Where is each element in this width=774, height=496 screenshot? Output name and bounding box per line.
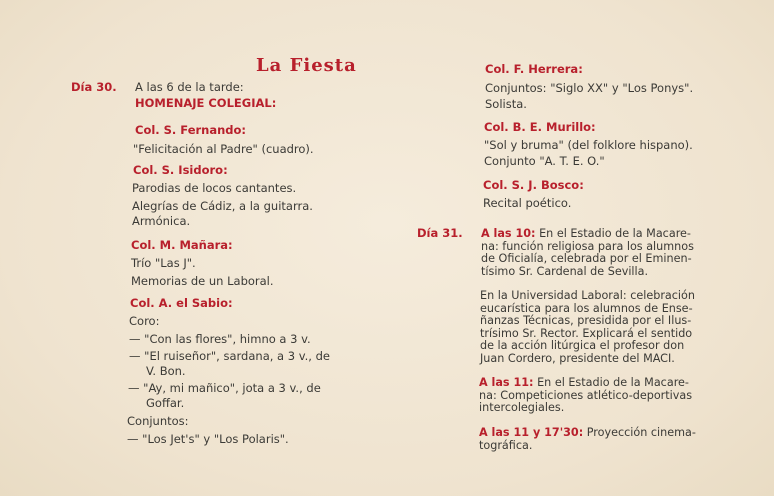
a-sabio-item1: — "Con las flores", himno a 3 v. xyxy=(129,332,311,346)
p1-line1: En el Estadio de la Macare- xyxy=(535,227,691,240)
p2-line3: ñanzas Técnicas, presidida por el Ilus- xyxy=(480,314,692,327)
p3-line3: intercolegiales. xyxy=(479,401,565,414)
bosco-line1: Recital poético. xyxy=(483,196,572,210)
day30-time: A las 6 de la tarde: xyxy=(135,80,244,94)
p3-time: A las 11: xyxy=(479,376,534,389)
s-isidoro-line3: Armónica. xyxy=(132,214,191,228)
s-isidoro-line1: Parodias de locos cantantes. xyxy=(132,181,297,195)
p3-line1: En el Estadio de la Macare- xyxy=(533,376,689,389)
p1-line4: tísimo Sr. Cardenal de Sevilla. xyxy=(481,264,649,278)
section-herrera: Col. F. Herrera: xyxy=(485,62,583,76)
a-sabio-item4: — "Los Jet's" y "Los Polaris". xyxy=(127,432,289,446)
murillo-line1: "Sol y bruma" (del folklore hispano). xyxy=(484,138,693,152)
a-sabio-item3b: Goffar. xyxy=(146,396,185,410)
p4-time: A las 11 y 17'30: xyxy=(479,426,584,439)
p1-line2: na: función religiosa para los alumnos xyxy=(481,239,694,253)
section-s-fernando: Col. S. Fernando: xyxy=(135,123,247,137)
p2-line1: En la Universidad Laboral: celebración xyxy=(480,289,695,302)
section-bosco: Col. S. J. Bosco: xyxy=(483,178,584,192)
day30-heading: HOMENAJE COLEGIAL: xyxy=(135,96,277,110)
a-sabio-coro: Coro: xyxy=(129,314,160,328)
section-murillo: Col. B. E. Murillo: xyxy=(484,120,596,134)
day31-paragraph-3 xyxy=(479,377,729,415)
p4-line1: Proyección cinema- xyxy=(583,426,696,439)
section-s-isidoro: Col. S. Isidoro: xyxy=(133,163,228,177)
p1-time: A las 10: xyxy=(481,227,536,240)
murillo-line2: Conjunto "A. T. E. O." xyxy=(484,154,605,168)
p2-line6: Juan Cordero, presidente del MACI. xyxy=(480,351,675,365)
p2-line4: trísimo Sr. Rector. Explicará el sentido xyxy=(480,326,693,340)
a-sabio-item2b: V. Bon. xyxy=(146,364,186,378)
p1-line3: de Oficialía, celebrada por el Eminen- xyxy=(481,252,692,265)
herrera-line1: Conjuntos: "Siglo XX" y "Los Ponys". xyxy=(485,81,694,95)
herrera-line2: Solista. xyxy=(485,97,527,111)
m-manara-line2: Memorias de un Laboral. xyxy=(131,274,274,288)
p2-line2: eucarística para los alumnos de Ense- xyxy=(480,301,693,315)
a-sabio-conjuntos: Conjuntos: xyxy=(127,414,189,428)
day31-label: Día 31. xyxy=(417,226,463,240)
page-title: La Fiesta xyxy=(256,55,357,76)
day31-paragraph-4 xyxy=(479,427,729,452)
p2-line5: de la acción litúrgica el profesor don xyxy=(480,339,685,352)
s-fernando-line: "Felicitación al Padre" (cuadro). xyxy=(133,142,314,156)
p4-line2: tográfica. xyxy=(479,438,533,452)
m-manara-line1: Trío "Las J". xyxy=(131,256,196,270)
day31-paragraph-1 xyxy=(481,228,731,278)
p3-line2: na: Competiciones atlético-deportivas xyxy=(479,388,693,402)
section-a-sabio: Col. A. el Sabio: xyxy=(130,296,233,310)
a-sabio-item2a: — "El ruiseñor", sardana, a 3 v., de xyxy=(129,349,330,363)
section-m-manara: Col. M. Mañara: xyxy=(131,238,233,252)
day31-paragraph-2 xyxy=(480,290,730,365)
s-isidoro-line2: Alegrías de Cádiz, a la guitarra. xyxy=(132,199,313,213)
day30-label: Día 30. xyxy=(71,80,117,94)
a-sabio-item3a: — "Ay, mi mañico", jota a 3 v., de xyxy=(128,381,321,395)
